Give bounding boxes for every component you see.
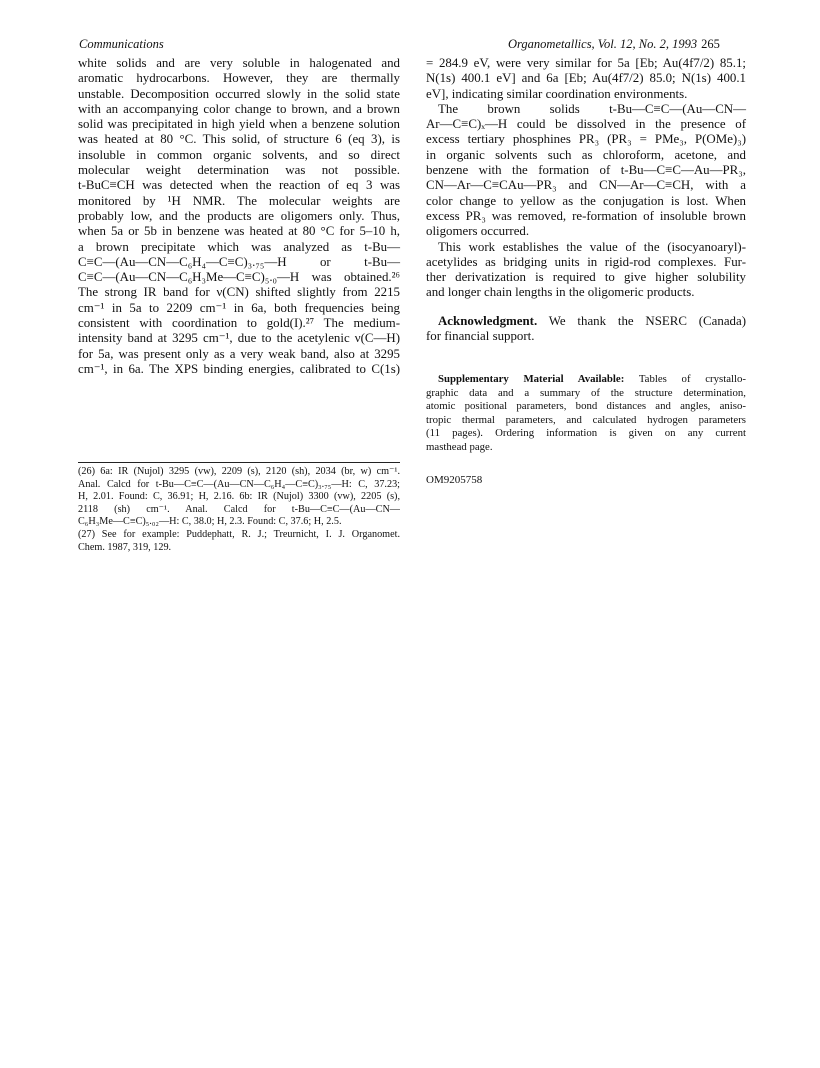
text-line: eV], indicating similar coordination environments.: [426, 86, 688, 101]
acknowledgment-section: [426, 314, 746, 345]
supplementary-line: [426, 373, 746, 387]
text-line: monitored by ¹H NMR. The molecular weights are: [78, 193, 400, 208]
footnote-line: Chem. 1987, 319, 129.: [78, 541, 172, 553]
footnote-line: Anal. Calcd for t-Bu—C≡C—(Au—CN—C₆H₄—C≡C)₃.₇₅—H: C, 37.23;: [78, 478, 400, 490]
text-line: oligomers occurred.: [426, 224, 530, 239]
supplementary-line: graphic data and a summary of the structure determination,: [426, 386, 746, 399]
text-line: The brown solids t-Bu—C≡C—(Au—CN—: [438, 101, 746, 116]
text-line: excess PR₃ was removed, re-formation of insoluble brown: [426, 208, 746, 223]
text-line: ther derivatization is required to give higher solubility: [426, 270, 746, 285]
footnote-line: C₆H₃Me—C≡C)₅.₀₂—H: C, 38.0; H, 2.3. Found: C, 37.6; H, 2.5.: [78, 516, 342, 528]
text-line: probably low, and the products are oligomers only. Thus,: [78, 208, 400, 223]
right-column-paragraph: [426, 56, 746, 301]
footnote-line: H, 2.01. Found: C, 36.91; H, 2.16. 6b: IR (Nujol) 3300 (vw), 2205 (s),: [78, 491, 400, 503]
text-line: when 5a or 5b in benzene was heated at 80 °C for 5–10 h,: [78, 224, 400, 239]
footnote-line: (26) 6a: IR (Nujol) 3295 (vw), 2209 (s), 2120 (sh), 2034 (br, w) cm⁻¹.: [78, 466, 400, 477]
text-line: was heated at 80 °C. This solid, of structure 6 (eq 3), is: [78, 132, 400, 147]
text-line: molecular weight determination was not possible.: [78, 163, 400, 178]
text-line: cm⁻¹ in 5a to 2209 cm⁻¹ in 6a, both frequencies being: [78, 300, 400, 315]
text-line: CN—Ar—C≡CAu—PR₃ and CN—Ar—C≡CH, with a: [426, 178, 746, 193]
footnote-line: 2118 (sh) cm⁻¹. Anal. Calcd for t-Bu—C≡C—(Au—CN—: [78, 503, 400, 515]
text-line: Ar—C≡C)ₓ—H could be dissolved in the presence of: [426, 117, 746, 132]
text-line: consistent with coordination to gold(I).²⁷ The medium-: [78, 316, 400, 331]
text-line: = 284.9 eV, were very similar for 5a [Eb; Au(4f7/2) 85.1;: [426, 56, 746, 70]
text-line: t-BuC≡CH was detected when the reaction of eq 3 was: [78, 178, 400, 193]
footnote-divider: [78, 462, 400, 463]
supplementary-heading: Supplementary Material Available:: [438, 373, 625, 385]
running-header-section: Communications: [79, 37, 164, 51]
journal-citation: Organometallics, Vol. 12, No. 2, 1993: [508, 37, 698, 51]
supplementary-line: tropic thermal parameters, and calculated hydrogen parameters: [426, 413, 746, 426]
manuscript-code: OM9205758: [426, 474, 483, 486]
footnote-line: (27) See for example: Puddephatt, R. J.; Treurnicht, I. J. Organomet.: [78, 528, 400, 540]
text-line: This work establishes the value of the (isocyanoaryl)-: [438, 239, 746, 254]
text-line: intensity band at 3295 cm⁻¹, due to the acetylenic ν(C—H): [78, 331, 400, 346]
text-line: for 5a, was present only as a very weak band, also at 3295: [78, 346, 400, 361]
text-line: and longer chain lengths in the oligomeric products.: [426, 285, 695, 300]
acknowledgment-line: for financial support.: [426, 329, 535, 344]
text-line: cm⁻¹, in 6a. The XPS binding energies, calibrated to C(1s): [78, 361, 400, 376]
acknowledgment-text: We thank the NSERC (Canada): [548, 314, 746, 328]
supplementary-line: masthead page.: [426, 440, 493, 453]
acknowledgment-heading: Acknowledgment.: [438, 314, 538, 328]
supplementary-line: atomic positional parameters, bond distances and angles, aniso-: [426, 400, 746, 413]
text-line: C≡C—(Au—CN—C₆H₃Me—C≡C)₅.₀—H was obtained.²⁶: [78, 270, 400, 285]
text-line: a brown precipitate which was analyzed as t-Bu—: [78, 239, 400, 254]
right-column: [426, 56, 746, 301]
supplementary-material-section: [426, 373, 746, 455]
text-line: aromatic hydrocarbons. However, they are thermally: [78, 71, 400, 86]
page-number: 265: [701, 37, 720, 51]
text-line: color change to yellow as the conjugation is lost. When: [426, 193, 746, 208]
footnotes: [78, 466, 400, 554]
text-line: C≡C—(Au—CN—C₆H₄—C≡C)₃.₇₅—H or t-Bu—: [78, 254, 400, 269]
text-line: acetylides as bridging units in rigid-rod complexes. Fur-: [426, 254, 746, 269]
text-line: excess tertiary phosphines PR₃ (PR₃ = PMe₃, P(OMe)₃): [426, 132, 746, 147]
acknowledgment-line: [426, 314, 746, 329]
text-line: in organic solvents such as chloroform, acetone, and: [426, 147, 746, 162]
text-line: insoluble in common organic solvents, and so direct: [78, 147, 400, 162]
left-column-paragraph: [78, 56, 400, 377]
running-header-journal: [508, 37, 720, 52]
text-line: with an accompanying color change to brown, and a brown: [78, 101, 400, 116]
text-line: unstable. Decomposition occurred slowly in the solid state: [78, 86, 400, 101]
text-line: benzene with the formation of t-Bu—C≡C—Au—PR₃,: [426, 163, 746, 178]
text-line: The strong IR band for ν(CN) shifted slightly from 2215: [78, 285, 400, 300]
text-line: N(1s) 400.1 eV] and 6a [Eb; Au(4f7/2) 85.0; N(1s) 400.1: [426, 71, 746, 86]
supplementary-line: (11 pages). Ordering information is given on any current: [426, 427, 746, 440]
text-line: solid was precipitated in high yield when a benzene solution: [78, 117, 400, 132]
left-column: [78, 56, 400, 377]
supplementary-text: Tables of crystallo-: [638, 373, 746, 385]
text-line: white solids and are very soluble in halogenated and: [78, 56, 400, 70]
